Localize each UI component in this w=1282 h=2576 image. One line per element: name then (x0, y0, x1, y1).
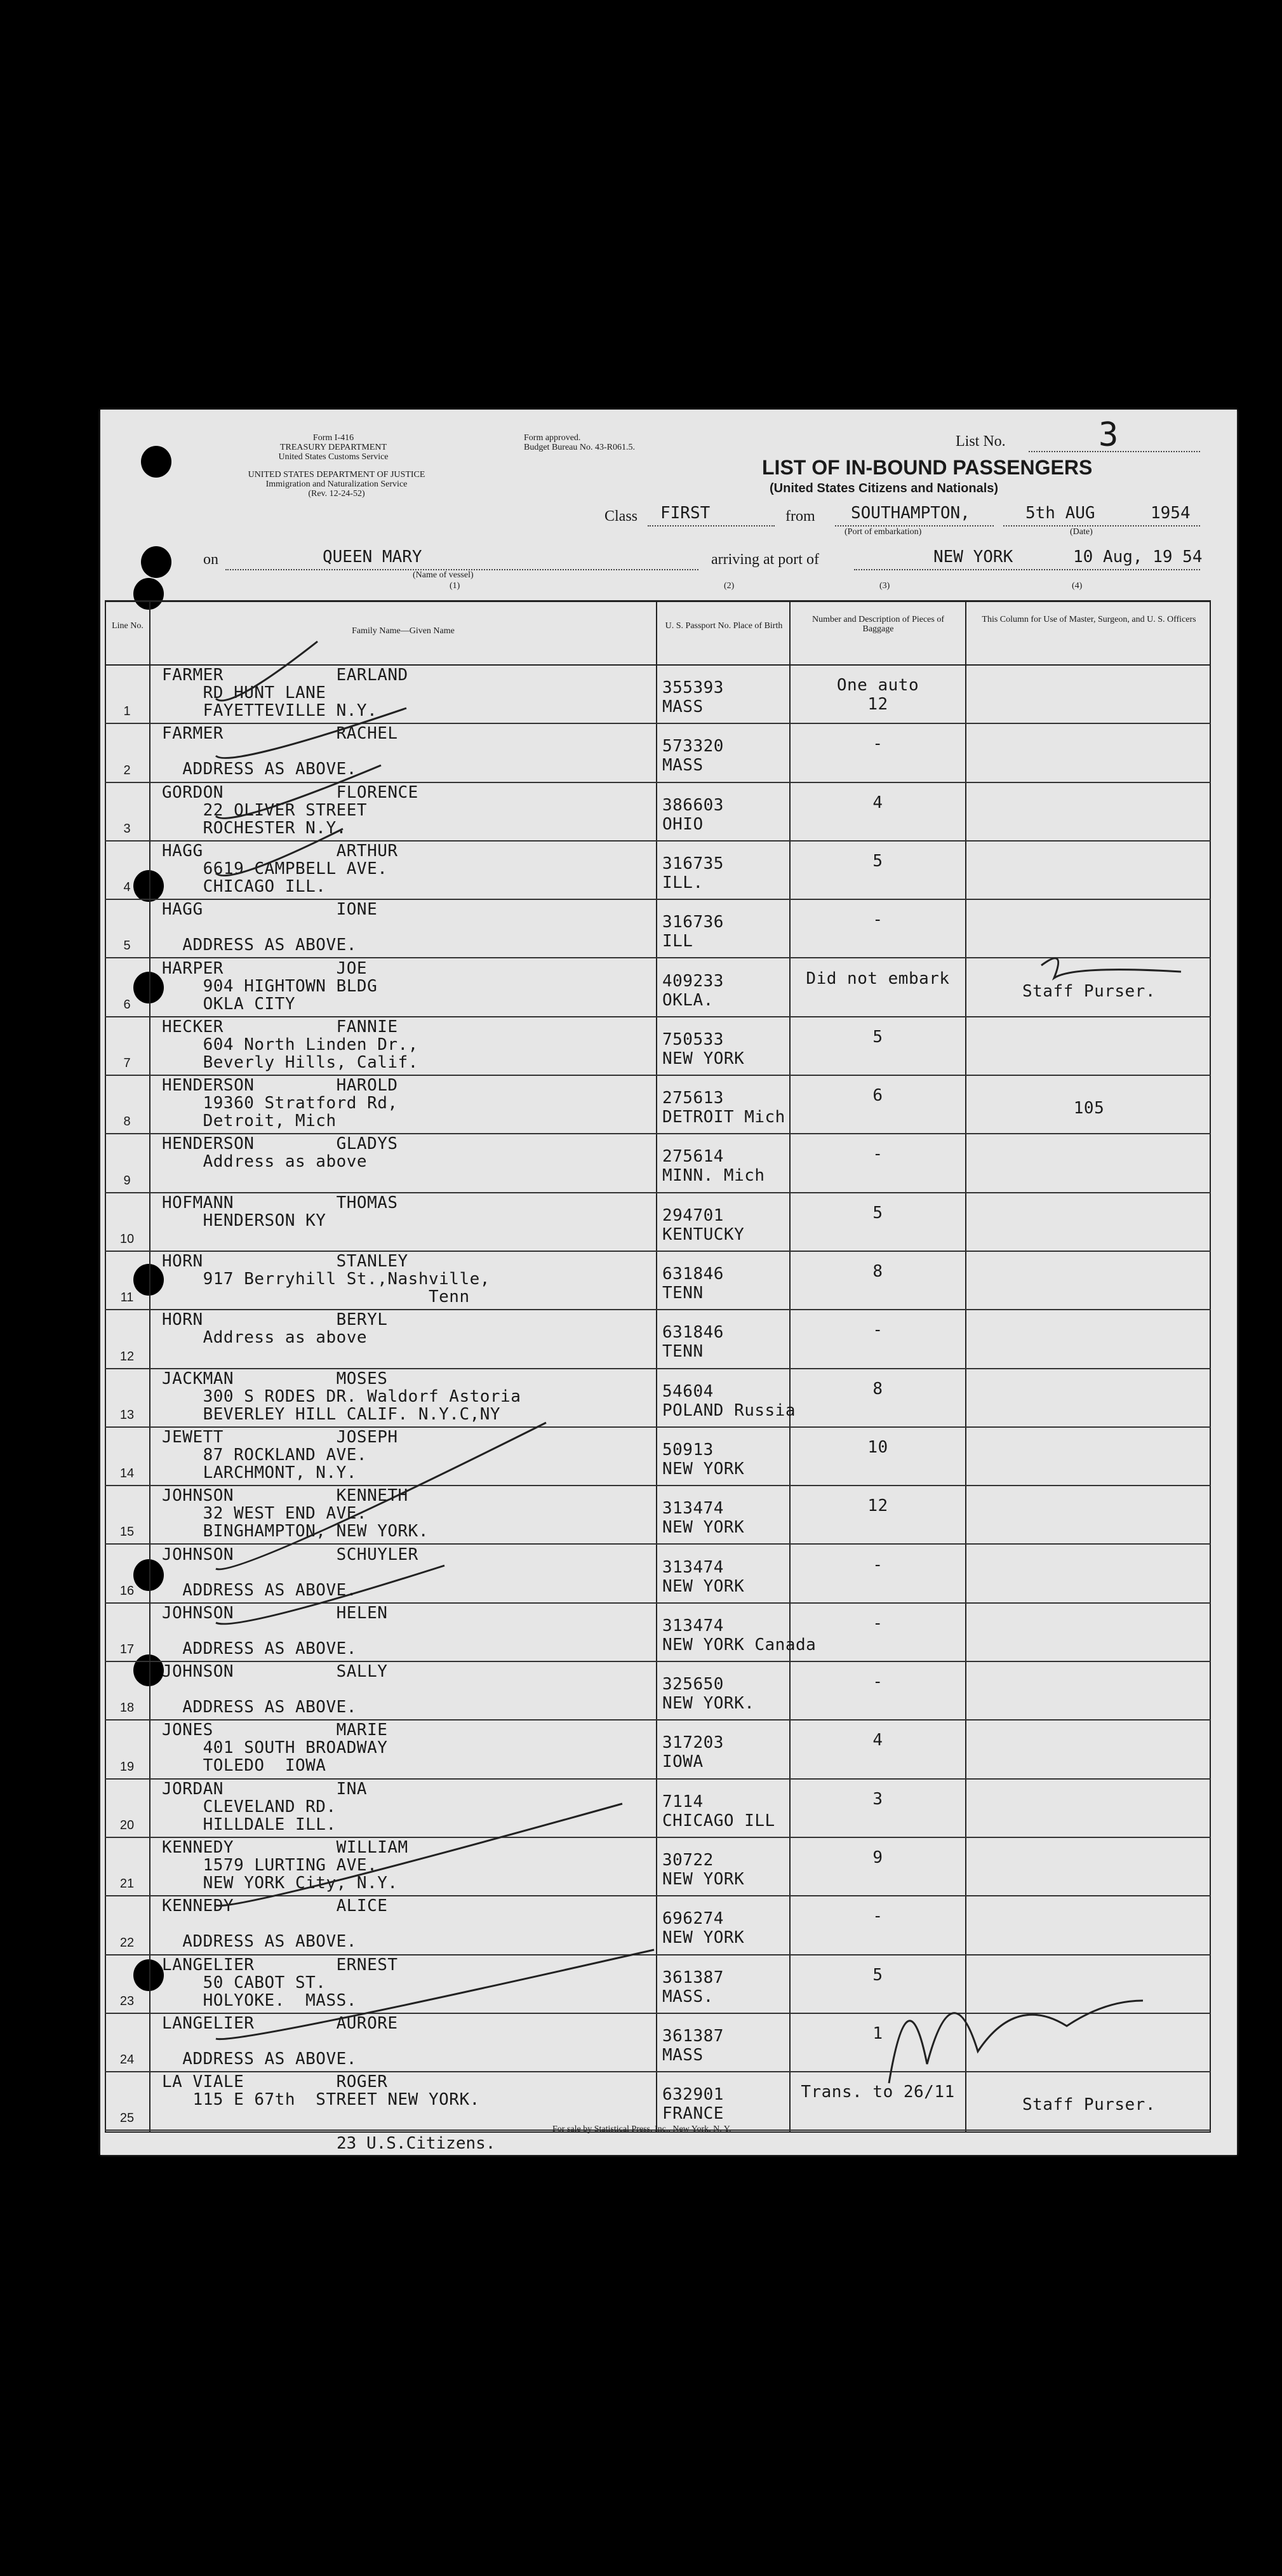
justice-dept: UNITED STATES DEPARTMENT OF JUSTICE (248, 470, 425, 480)
officer-note: Staff Purser. (1022, 981, 1156, 1001)
check-mark (216, 1566, 444, 1624)
passenger-name: JOHNSON SALLY (162, 1662, 388, 1682)
line-number: 23 (119, 1994, 135, 2008)
place-of-birth: DETROIT Mich (662, 1108, 785, 1127)
passenger-name: LA VIALE ROGER (162, 2072, 388, 2092)
vessel-caption: (Name of vessel) (413, 570, 474, 580)
address-line-2: ADDRESS AS ABOVE. (162, 1932, 357, 1952)
place-of-birth: NEW YORK (662, 1459, 745, 1479)
check-mark (216, 641, 317, 701)
address-line-1: CLEVELAND RD. (162, 1797, 337, 1816)
address-line-1: 87 ROCKLAND AVE. (162, 1445, 368, 1465)
address-line-2: Tenn (162, 1287, 470, 1306)
line-number: 25 (119, 2111, 135, 2126)
from-caption: (Port of embarkation) (845, 527, 922, 537)
passenger-name: HECKER FANNIE (162, 1017, 398, 1036)
place-of-birth: NEW YORK (662, 1518, 745, 1538)
passenger-name: FARMER RACHEL (162, 724, 398, 744)
address-line-1: 22 OLIVER STREET (162, 800, 368, 820)
address-line-2: OKLA CITY (162, 994, 295, 1014)
form-revision: (Rev. 12-24-52) (308, 489, 365, 499)
baggage: 12 (867, 1496, 888, 1516)
passport-number: 573320 (662, 737, 724, 756)
line-number: 13 (119, 1407, 135, 1422)
passport-number: 275613 (662, 1089, 724, 1108)
treasury-dept: TREASURY DEPARTMENT (279, 443, 387, 452)
check-mark (216, 1950, 654, 2039)
line-number: 9 (123, 1173, 131, 1188)
baggage: Trans. to 26/11 (801, 2083, 955, 2102)
passport-number: 7114 (662, 1792, 704, 1811)
passenger-name: HARPER JOE (162, 958, 368, 978)
passport-number: 316736 (662, 913, 724, 932)
date-caption: (Date) (1070, 527, 1093, 537)
passenger-name: JACKMAN MOSES (162, 1369, 388, 1388)
list-no-value: 3 (1098, 416, 1119, 454)
passport-number: 30722 (662, 1851, 714, 1870)
baggage: 9 (872, 1848, 883, 1867)
address-line-2: ADDRESS AS ABOVE. (162, 2049, 357, 2069)
check-mark (216, 708, 406, 758)
caption-2: (2) (724, 581, 735, 591)
passenger-name: JONES MARIE (162, 1721, 388, 1740)
from-value: SOUTHAMPTON, (851, 504, 970, 523)
baggage: 5 (872, 851, 883, 871)
baggage: - (872, 734, 883, 754)
officer-note: Staff Purser. (1022, 2095, 1156, 2115)
line-number: 17 (119, 1642, 135, 1657)
col-passport: U. S. Passport No. Place of Birth (665, 621, 783, 631)
signature (889, 2001, 1143, 2083)
baggage: - (872, 1907, 883, 1926)
line-number: 20 (119, 1818, 135, 1832)
place-of-birth: NEW YORK (662, 1049, 745, 1068)
check-mark (216, 1423, 546, 1569)
baggage: - (872, 910, 883, 930)
place-of-birth: MASS (662, 756, 704, 775)
address-line-2: ADDRESS AS ABOVE. (162, 1580, 357, 1600)
passenger-name: KENNEDY WILLIAM (162, 1838, 408, 1857)
from-label: from (785, 508, 815, 525)
address-line-2: ADDRESS AS ABOVE. (162, 1639, 357, 1658)
signature (1041, 958, 1181, 978)
baggage: 8 (872, 1262, 883, 1281)
address-line-2: BINGHAMPTON, NEW YORK. (162, 1522, 429, 1541)
passenger-name: KENNEDY ALICE (162, 1896, 388, 1916)
place-of-birth: ILL (662, 932, 693, 951)
address-line-1: 904 HIGHTOWN BLDG (162, 976, 378, 996)
baggage: - (872, 1672, 883, 1692)
arrival-date: 10 Aug, 19 54 (1073, 547, 1203, 567)
passport-number: 361387 (662, 2026, 724, 2046)
line-number: 7 (123, 1056, 131, 1071)
printer-note: For sale by Statistical Press, Inc., New York, N. Y. (552, 2124, 731, 2134)
address-line-1: 401 SOUTH BROADWAY (162, 1738, 388, 1758)
class-value: FIRST (660, 504, 711, 523)
passenger-name: JOHNSON HELEN (162, 1603, 388, 1623)
passport-number: 275614 (662, 1147, 724, 1167)
passenger-name: HOFMANN THOMAS (162, 1193, 398, 1212)
place-of-birth: MINN. Mich (662, 1166, 765, 1186)
passport-number: 325650 (662, 1675, 724, 1694)
address-line-1: 50 CABOT ST. (162, 1973, 326, 1992)
address-line-2: HOLYOKE. MASS. (162, 1990, 357, 2010)
passenger-name: HENDERSON GLADYS (162, 1134, 398, 1154)
place-of-birth: OKLA. (662, 990, 714, 1010)
address-line-2: LARCHMONT, N.Y. (162, 1463, 357, 1482)
date-value: 5th AUG (1025, 504, 1095, 523)
passport-number: 313474 (662, 1557, 724, 1577)
passenger-name: HORN BERYL (162, 1310, 388, 1330)
place-of-birth: NEW YORK Canada (662, 1635, 817, 1654)
port-value: NEW YORK (933, 547, 1013, 567)
address-line-1: 6619 CAMPBELL AVE. (162, 859, 388, 878)
passenger-name: HAGG IONE (162, 900, 378, 920)
address-line-2: BEVERLEY HILL CALIF. N.Y.C,NY (162, 1404, 501, 1424)
address-line-2: ADDRESS AS ABOVE. (162, 760, 357, 779)
citizen-total: 23 U.S.Citizens. (337, 2134, 496, 2153)
address-line-2: ADDRESS AS ABOVE. (162, 936, 357, 955)
passport-number: 696274 (662, 1909, 724, 1929)
check-mark (216, 765, 381, 818)
customs-service: United States Customs Service (278, 452, 389, 462)
address-line-2: FAYETTEVILLE N.Y. (162, 701, 378, 720)
check-mark (216, 1804, 622, 1906)
arriving-label: arriving at port of (711, 551, 819, 568)
place-of-birth: OHIO (662, 814, 704, 834)
baggage: 6 (872, 1086, 883, 1106)
col-officers: This Column for Use of Master, Surgeon, and U. S. Officers (982, 615, 1196, 624)
line-number: 15 (119, 1525, 135, 1540)
place-of-birth: POLAND Russia (662, 1400, 796, 1420)
address-line-2: Detroit, Mich (162, 1111, 337, 1131)
address-line-1: 300 S RODES DR. Waldorf Astoria (162, 1386, 521, 1406)
officer-note: 105 (1073, 1099, 1105, 1118)
place-of-birth: MASS. (662, 1987, 714, 2006)
passenger-name: JOHNSON KENNETH (162, 1486, 408, 1506)
passenger-name: JORDAN INA (162, 1779, 368, 1799)
line-number: 8 (123, 1115, 131, 1129)
passport-number: 632901 (662, 2085, 724, 2105)
baggage: One auto 12 (836, 676, 919, 714)
baggage: 8 (872, 1379, 883, 1399)
place-of-birth: NEW YORK (662, 1928, 745, 1948)
place-of-birth: NEW YORK. (662, 1694, 755, 1714)
place-of-birth: MASS (662, 697, 704, 716)
line-number: 24 (119, 2053, 135, 2067)
baggage: 3 (872, 1789, 883, 1809)
address-line-2: ROCHESTER N.Y. (162, 818, 347, 838)
baggage: 5 (872, 1203, 883, 1223)
passenger-name: FARMER EARLAND (162, 666, 408, 685)
passenger-name: LANGELIER ERNEST (162, 1955, 398, 1975)
line-number: 1 (123, 704, 131, 719)
passport-number: 631846 (662, 1265, 724, 1284)
address-line-1: 917 Berryhill St.,Nashville, (162, 1270, 490, 1289)
place-of-birth: ILL. (662, 873, 704, 892)
line-number: 4 (123, 880, 131, 895)
passport-number: 317203 (662, 1733, 724, 1753)
passenger-name: GORDON FLORENCE (162, 782, 418, 802)
address-line-2: Beverly Hills, Calif. (162, 1052, 418, 1072)
page-title: LIST OF IN-BOUND PASSENGERS (762, 456, 1093, 479)
passport-number: 54604 (662, 1381, 714, 1401)
baggage: - (872, 1144, 883, 1164)
line-number: 6 (123, 997, 131, 1012)
line-number: 14 (119, 1466, 135, 1481)
place-of-birth: KENTUCKY (662, 1224, 745, 1244)
address-line-1: Address as above (162, 1152, 368, 1172)
date-year: 1954 (1151, 504, 1191, 523)
on-label: on (203, 551, 218, 568)
col-name: Family Name—Given Name (352, 626, 455, 636)
place-of-birth: NEW YORK (662, 1870, 745, 1889)
address-line-1: 19360 Stratford Rd, (162, 1094, 398, 1113)
address-line-2: TOLEDO IOWA (162, 1756, 326, 1776)
place-of-birth: FRANCE (662, 2104, 724, 2124)
line-number: 16 (119, 1583, 135, 1598)
baggage: 5 (872, 1965, 883, 1985)
passenger-name: JOHNSON SCHUYLER (162, 1545, 418, 1564)
address-line-2: NEW YORK City, N.Y. (162, 1874, 398, 1893)
caption-3: (3) (879, 581, 890, 591)
passenger-name: HENDERSON HAROLD (162, 1076, 398, 1096)
baggage: 5 (872, 1027, 883, 1047)
class-label: Class (604, 508, 638, 525)
place-of-birth: TENN (662, 1284, 704, 1303)
caption-1: (1) (450, 581, 460, 591)
vessel-name: QUEEN MARY (323, 547, 422, 567)
address-line-1: 1579 LURTING AVE. (162, 1856, 378, 1875)
line-number: 5 (123, 939, 131, 953)
line-number: 18 (119, 1701, 135, 1715)
passport-number: 294701 (662, 1205, 724, 1225)
line-number: 22 (119, 1935, 135, 1950)
baggage: 4 (872, 793, 883, 812)
form-approved: Form approved. (524, 433, 581, 443)
address-line-2: CHICAGO ILL. (162, 876, 326, 896)
passenger-name: HORN STANLEY (162, 1252, 408, 1271)
passenger-name: LANGELIER AURORE (162, 2013, 398, 2033)
caption-4: (4) (1072, 581, 1083, 591)
form-number: Form I-416 (312, 433, 354, 443)
address-line-1: RD HUNT LANE (162, 683, 326, 702)
passport-number: 631846 (662, 1323, 724, 1343)
place-of-birth: MASS (662, 2045, 704, 2065)
line-number: 3 (123, 821, 131, 836)
line-number: 10 (119, 1231, 135, 1246)
address-line-1: 32 WEST END AVE. (162, 1504, 368, 1524)
line-number: 12 (119, 1349, 135, 1364)
baggage: Did not embark (806, 969, 950, 988)
page-subtitle: (United States Citizens and Nationals) (770, 481, 999, 495)
col-baggage: Number and Description of Pieces of Baggage (812, 615, 944, 634)
line-number: 19 (119, 1759, 135, 1774)
baggage: 10 (867, 1437, 888, 1457)
passport-number: 313474 (662, 1616, 724, 1635)
ins-service: Immigration and Naturalization Service (265, 480, 408, 489)
col-line-no: Line No. (112, 621, 144, 631)
passport-number: 386603 (662, 795, 724, 815)
address-line-1: Address as above (162, 1328, 368, 1348)
passenger-name: HAGG ARTHUR (162, 841, 398, 861)
line-number: 11 (120, 1291, 134, 1305)
baggage: - (872, 1555, 883, 1574)
passport-number: 316735 (662, 854, 724, 873)
place-of-birth: TENN (662, 1342, 704, 1362)
passport-number: 313474 (662, 1499, 724, 1519)
passport-number: 361387 (662, 1968, 724, 1987)
passenger-name: JEWETT JOSEPH (162, 1427, 398, 1447)
address-line-1: 604 North Linden Dr., (162, 1035, 418, 1054)
place-of-birth: NEW YORK (662, 1576, 745, 1596)
passport-number: 50913 (662, 1440, 714, 1459)
line-number: 2 (123, 763, 131, 777)
passport-number: 750533 (662, 1030, 724, 1049)
baggage: 1 (872, 2023, 883, 2043)
baggage: - (872, 1320, 883, 1340)
place-of-birth: CHICAGO ILL (662, 1811, 775, 1830)
baggage: 4 (872, 1731, 883, 1750)
address-line-1: 115 E 67th STREET NEW YORK. (162, 2090, 480, 2110)
check-marks (216, 641, 1181, 2083)
budget-bureau: Budget Bureau No. 43-R061.5. (524, 443, 635, 452)
line-number: 21 (119, 1877, 135, 1891)
check-mark (216, 829, 343, 876)
passport-number: 355393 (662, 678, 724, 697)
passport-number: 409233 (662, 971, 724, 991)
address-line-2: ADDRESS AS ABOVE. (162, 1698, 357, 1717)
baggage: - (872, 1613, 883, 1633)
address-line-2: HILLDALE ILL. (162, 1815, 337, 1834)
list-no-label: List No. (956, 433, 1006, 450)
address-line-1: HENDERSON KY (162, 1211, 326, 1230)
place-of-birth: IOWA (662, 1752, 704, 1772)
